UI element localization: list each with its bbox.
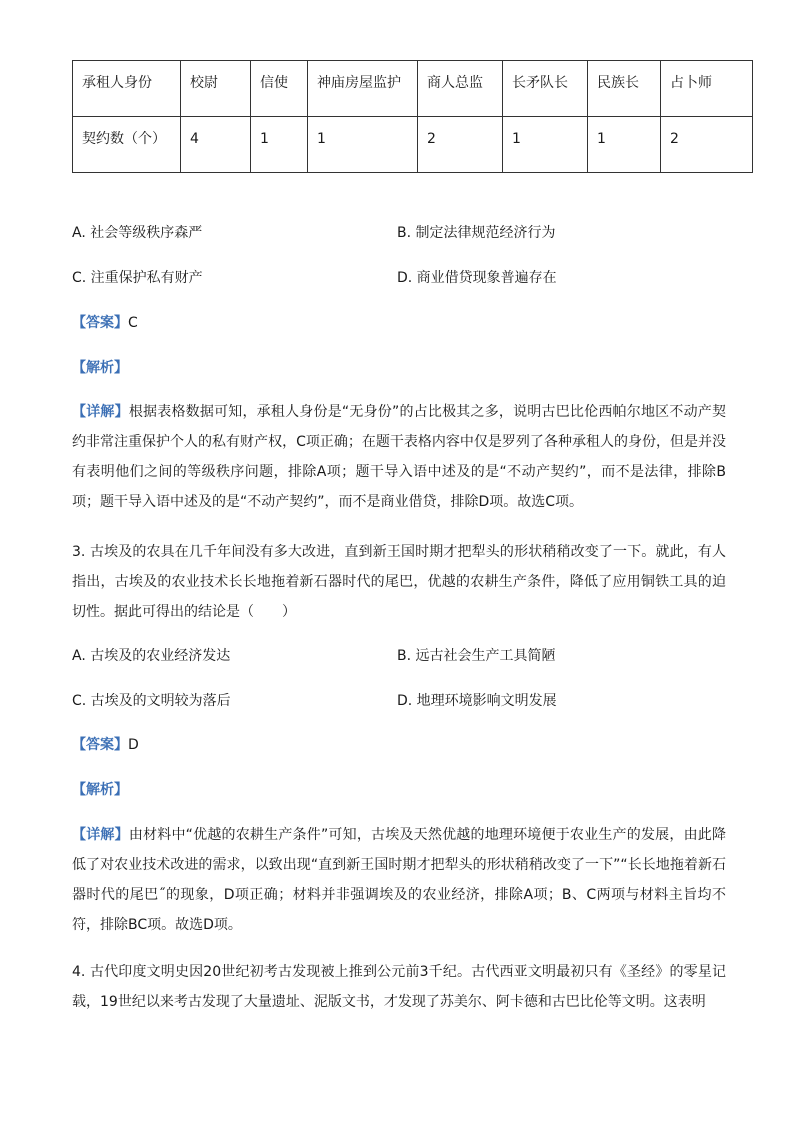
contract-table [72, 60, 753, 173]
table-cell: 校尉 [181, 61, 251, 117]
detail-label: 【详解】 [72, 827, 129, 843]
q3-option-d: D. 地理环境影响文明发展 [397, 693, 557, 709]
table-cell: 承租人身份 [73, 61, 181, 117]
table-cell: 1 [503, 117, 588, 173]
table-cell: 契约数（个） [73, 117, 181, 173]
table-row [73, 117, 753, 173]
table-header-row [73, 61, 753, 117]
q3-option-c: C. 古埃及的文明较为落后 [72, 693, 231, 709]
q4-stem: 4. 古代印度文明史因20世纪初考古发现被上推到公元前3千纪。古代西亚文明最初只有《圣经》的零星记载，19世纪以来考古发现了大量遗址、泥版文书，才发现了苏美尔、阿卡德和古巴比伦等文明。这表明 [72, 964, 726, 1010]
q2-option-b: B. 制定法律规范经济行为 [397, 225, 556, 241]
q2-detail [72, 397, 726, 517]
table-cell: 1 [588, 117, 661, 173]
q3-answer [72, 735, 139, 755]
q3-stem: 3. 古埃及的农具在几千年间没有多大改进，直到新王国时期才把犁头的形状稍稍改变了一下。就此，有人指出，古埃及的农业技术长长地拖着新石器时代的尾巴，优越的农耕生产条件，降低了应用铜铁工具的迫切性。据此可得出的结论是（ ） [72, 544, 726, 620]
q3-option-b: B. 远古社会生产工具简陋 [397, 648, 556, 664]
answer-label: 【答案】 [72, 737, 128, 753]
q2-analysis-label [72, 358, 128, 378]
table-cell: 4 [181, 117, 251, 173]
table-cell: 2 [418, 117, 503, 173]
table-cell: 1 [251, 117, 308, 173]
analysis-label: 【解析】 [72, 360, 128, 376]
answer-value: D [128, 737, 139, 753]
detail-label: 【详解】 [72, 404, 129, 420]
table-cell: 长矛队长 [503, 61, 588, 117]
q3-analysis-label [72, 780, 128, 800]
table-cell: 商人总监 [418, 61, 503, 117]
q2-option-a: A. 社会等级秩序森严 [72, 225, 203, 241]
table-cell: 民族长 [588, 61, 661, 117]
table-cell: 神庙房屋监护 [308, 61, 418, 117]
answer-label: 【答案】 [72, 315, 128, 331]
answer-value: C [128, 315, 138, 331]
table-cell: 2 [661, 117, 753, 173]
q3-option-a: A. 古埃及的农业经济发达 [72, 648, 231, 664]
detail-text: 根据表格数据可知，承租人身份是“无身份”的占比极其之多，说明古巴比伦西帕尔地区不动产契约非常注重保护个人的私有财产权，C项正确；在题干表格内容中仅是罗列了各种承租人的身份，但是并没有表明他们之间的等级秩序问题，排除A项；题干导入语中述及的是“不动产契约”，而不是法律，排除B项；题干导入语中述及的是“不动产契约”，而不是商业借贷，排除D项。故选C项。 [72, 404, 726, 510]
detail-text: 由材料中“优越的农耕生产条件”可知，古埃及天然优越的地理环境便于农业生产的发展，由此降低了对农业技术改进的需求，以致出现“直到新王国时期才把犁头的形状稍稍改变了一下”“长长地拖着新石器时代的尾巴˝的现象，D项正确；材料并非强调埃及的农业经济，排除A项；B、C两项与材料主旨均不符，排除BC项。故选D项。 [72, 827, 726, 933]
analysis-label: 【解析】 [72, 782, 128, 798]
table-cell: 占卜师 [661, 61, 753, 117]
q2-option-d: D. 商业借贷现象普遍存在 [397, 270, 557, 286]
table-cell: 信使 [251, 61, 308, 117]
q3-detail [72, 820, 726, 940]
q2-answer [72, 313, 138, 333]
q2-option-c: C. 注重保护私有财产 [72, 270, 203, 286]
table-cell: 1 [308, 117, 418, 173]
